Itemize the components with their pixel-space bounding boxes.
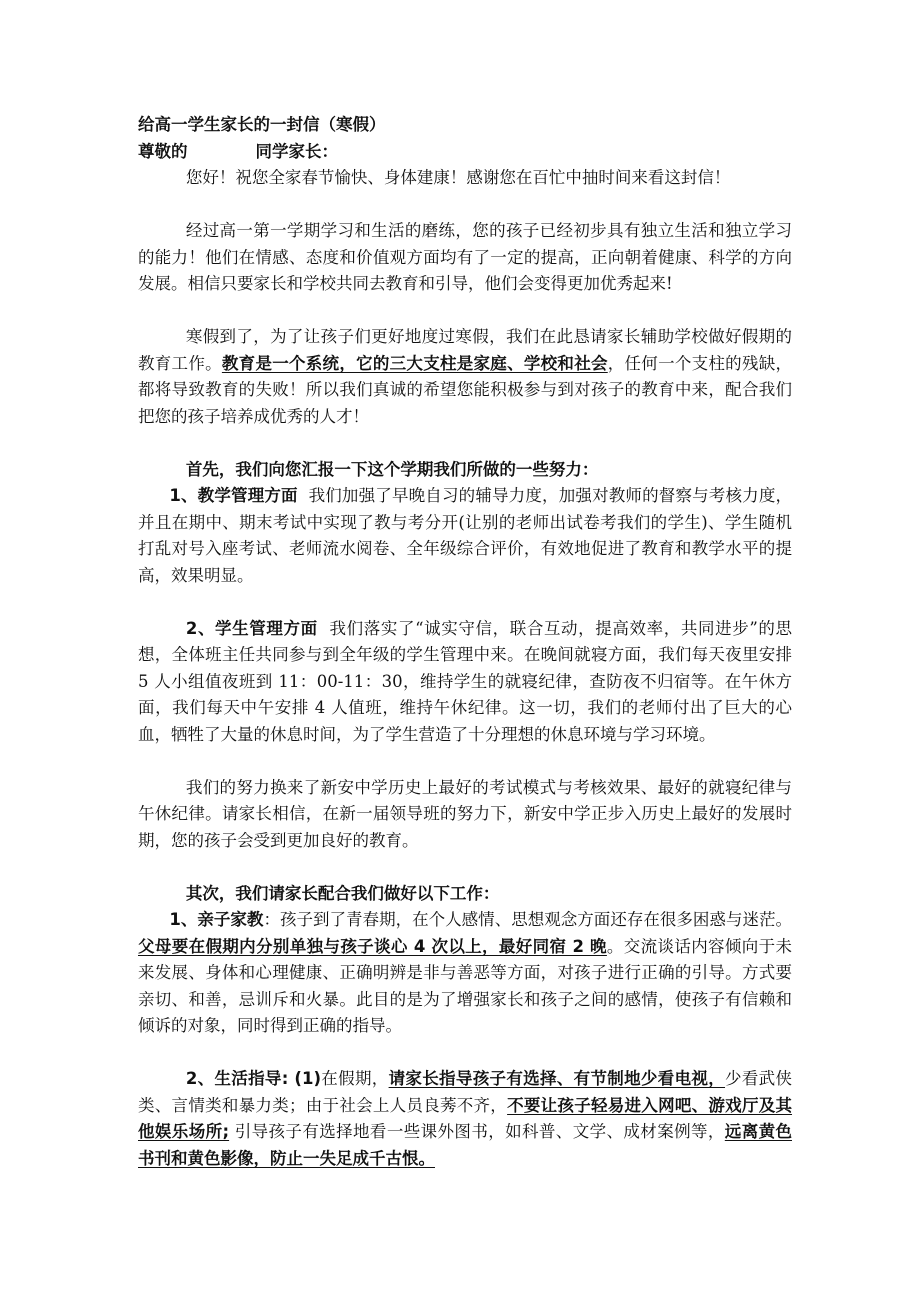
parenting-emphasis: 父母要在假期内分别单独与孩子谈心 4 次以上，最好同宿 2 晚: [138, 936, 607, 956]
letter-title: 给高一学生家长的一封信（寒假）: [138, 115, 386, 134]
education-system-emphasis: 教育是一个系统，它的三大支柱是家庭、学校和社会: [221, 353, 608, 373]
life-guidance-text-c: 少看武侠类、言情类和暴力类；由于社会上人员良莠不齐，: [138, 1069, 792, 1115]
parenting-text-a: ：孩子到了青春期，在个人感情、思想观念方面还存在很多困惑与迷茫。: [263, 910, 793, 929]
results-paragraph: 我们的努力换来了新安中学历史上最好的考试模式与考核效果、最好的就寝纪律与午休纪律。请家长相信，在新一届领导班的努力下，新安中学正步入历史上最好的发展时期，您的孩子会受到更加良好的教育。: [138, 777, 792, 850]
winter-break-paragraph: [138, 324, 792, 430]
tv-emphasis: 请家长指导孩子有选择、有节制地少看电视，: [388, 1069, 726, 1088]
life-guidance-paragraph: [138, 1066, 792, 1172]
stay-away-emphasis: 远离黄色书刊和黄色影像，防止一失足成千古恨。: [138, 1122, 792, 1168]
parenting-paragraph: [138, 907, 792, 1040]
letter: [138, 112, 792, 1172]
salutation-suffix: 同学家长：: [255, 141, 338, 161]
winter-break-text-a: 寒假到了，为了让孩子们更好地度过寒假，我们在此恳请家长辅助学校做好假期的教育工作。: [138, 327, 792, 373]
internet-cafe-emphasis: 不要让孩子轻易进入网吧、游戏厅及其他娱乐场所;: [138, 1095, 793, 1141]
salutation: [138, 139, 792, 166]
salutation-prefix: 尊敬的: [138, 141, 188, 161]
parenting-heading: 1、亲子家教: [169, 910, 264, 929]
greeting-paragraph: 您好！祝您全家春节愉快、身体建康！感谢您在百忙中抽时间来看这封信！: [185, 168, 731, 187]
life-guidance-text-e: 引导孩子有选择地看一些课外图书，如科普、文学、成材案例等，: [229, 1122, 725, 1141]
teaching-management-body: 我们加强了早晚自习的辅导力度，加强对教师的督察与考核力度，并且在期中、期末考试中实现了教与考分开(让别的老师出试卷考我们的学生)、学生随机打乱对号入座考试、老师流水阅卷、全年级综合评价，有效地促进了教育和教学水平的提高，效果明显。: [138, 486, 792, 585]
cooperation-heading: 其次，我们请家长配合我们做好以下工作：: [185, 883, 500, 903]
life-guidance-heading: 2、生活指导: (1): [185, 1069, 321, 1088]
winter-break-text-c: ，任何一个支柱的残缺，都将导致教育的失败！所以我们真诚的希望您能积极参与到对孩子的教育中来，配合我们把您的孩子培养成优秀的人才！: [138, 353, 793, 426]
teaching-management-paragraph: [138, 483, 792, 589]
life-guidance-text-a: 在假期，: [320, 1069, 389, 1088]
progress-paragraph: 经过高一第一学期学习和生活的磨练，您的孩子已经初步具有独立生活和独立学习的能力！他们在情感、态度和价值观方面均有了一定的提高，正向朝着健康、科学的方向发展。相信只要家长和学校共同去教育和引导，他们会变得更加优秀起来!: [138, 221, 792, 293]
report-heading: 首先，我们向您汇报一下这个学期我们所做的一些努力：: [185, 459, 599, 479]
parenting-text-c: 。交流谈话内容倾向于未来发展、身体和心理健康、正确明辨是非与善恶等方面，对孩子进行正确的引导。方式要亲切、和善，忌训斥和火暴。此目的是为了增强家长和孩子之间的感情，使孩子有信赖和倾诉的对象，同时得到正确的指导。: [138, 936, 792, 1035]
student-management-paragraph: [138, 616, 792, 749]
student-management-body: 我们落实了“诚实守信，联合互动，提高效率，共同进步”的思想，全体班主任共同参与到全年级的学生管理中来。在晚间就寝方面，我们每天夜里安排 5 人小组值夜班到 11：00-11：30，维持学生的就寝纪律，查防夜不归宿等。在午休方面，我们每天中午安排 4 人值班，维持午休纪律。这一切，我们的老师付出了巨大的心血，牺牲了大量的休息时间，为了学生营造了十分理想的休息环境与学习环境。: [138, 618, 793, 744]
student-management-heading: 2、学生管理方面: [185, 618, 318, 638]
teaching-management-heading: 1、教学管理方面: [169, 486, 298, 505]
